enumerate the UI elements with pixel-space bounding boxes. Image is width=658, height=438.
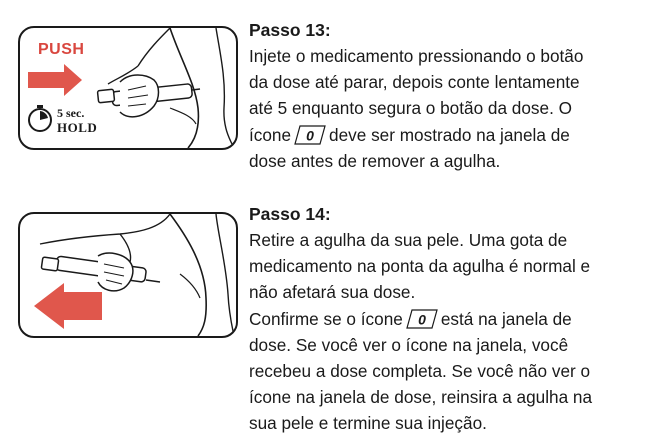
step-14-illustration xyxy=(18,212,238,338)
step-14-text xyxy=(249,201,654,437)
step-14-line xyxy=(249,306,654,332)
step-13-line4-post: deve ser mostrado na janela de xyxy=(329,124,570,145)
step-14-line: medicamento na ponta da agulha é normal e xyxy=(249,256,591,277)
step-13-line: Injete o medicamento pressionando o botão xyxy=(249,46,584,66)
step-14-line4-post: está na janela de xyxy=(440,308,572,329)
step-13-illustration xyxy=(18,26,238,150)
step-13-line xyxy=(249,122,654,148)
step-13-title: Passo 13: xyxy=(249,20,331,40)
step-13-line: dose antes de remover a agulha. xyxy=(249,150,501,171)
step-13-text xyxy=(249,17,654,174)
step-14-line: dose. Se você ver o ícone na janela, você xyxy=(249,334,569,355)
dose-window-zero-icon xyxy=(294,125,326,145)
push-label: PUSH xyxy=(38,41,85,58)
dose-window-zero-icon xyxy=(406,309,438,329)
push-arrow-icon xyxy=(28,64,82,96)
timer-icon xyxy=(29,105,51,131)
dose-icon-value: 0 xyxy=(306,127,314,144)
step-14-line4-pre: Confirme se o ícone xyxy=(249,308,403,329)
step-14-line: ícone na janela de dose, reinsira a agulha na xyxy=(249,387,593,408)
step-14-line: Retire a agulha da sua pele. Uma gota de xyxy=(249,230,568,250)
needle-removal-drawing xyxy=(20,214,236,336)
timer-hold-label: HOLD xyxy=(57,120,98,135)
step-14-line: sua pele e termine sua injeção. xyxy=(249,413,487,434)
step-14-line: não afetará sua dose. xyxy=(249,282,416,303)
timer-seconds-label: 5 sec. xyxy=(57,106,85,120)
step-14-title: Passo 14: xyxy=(249,204,331,224)
step-14-line: recebeu a dose completa. Se você não ver o xyxy=(249,361,591,382)
dose-icon-value: 0 xyxy=(417,311,426,328)
step-13-line: até 5 enquanto segura o botão da dose. O xyxy=(249,98,572,119)
pull-arrow-icon xyxy=(34,283,102,329)
step-13-line4-pre: ícone xyxy=(249,124,292,145)
step-13-line: da dose até parar, depois conte lentamente xyxy=(249,72,580,93)
